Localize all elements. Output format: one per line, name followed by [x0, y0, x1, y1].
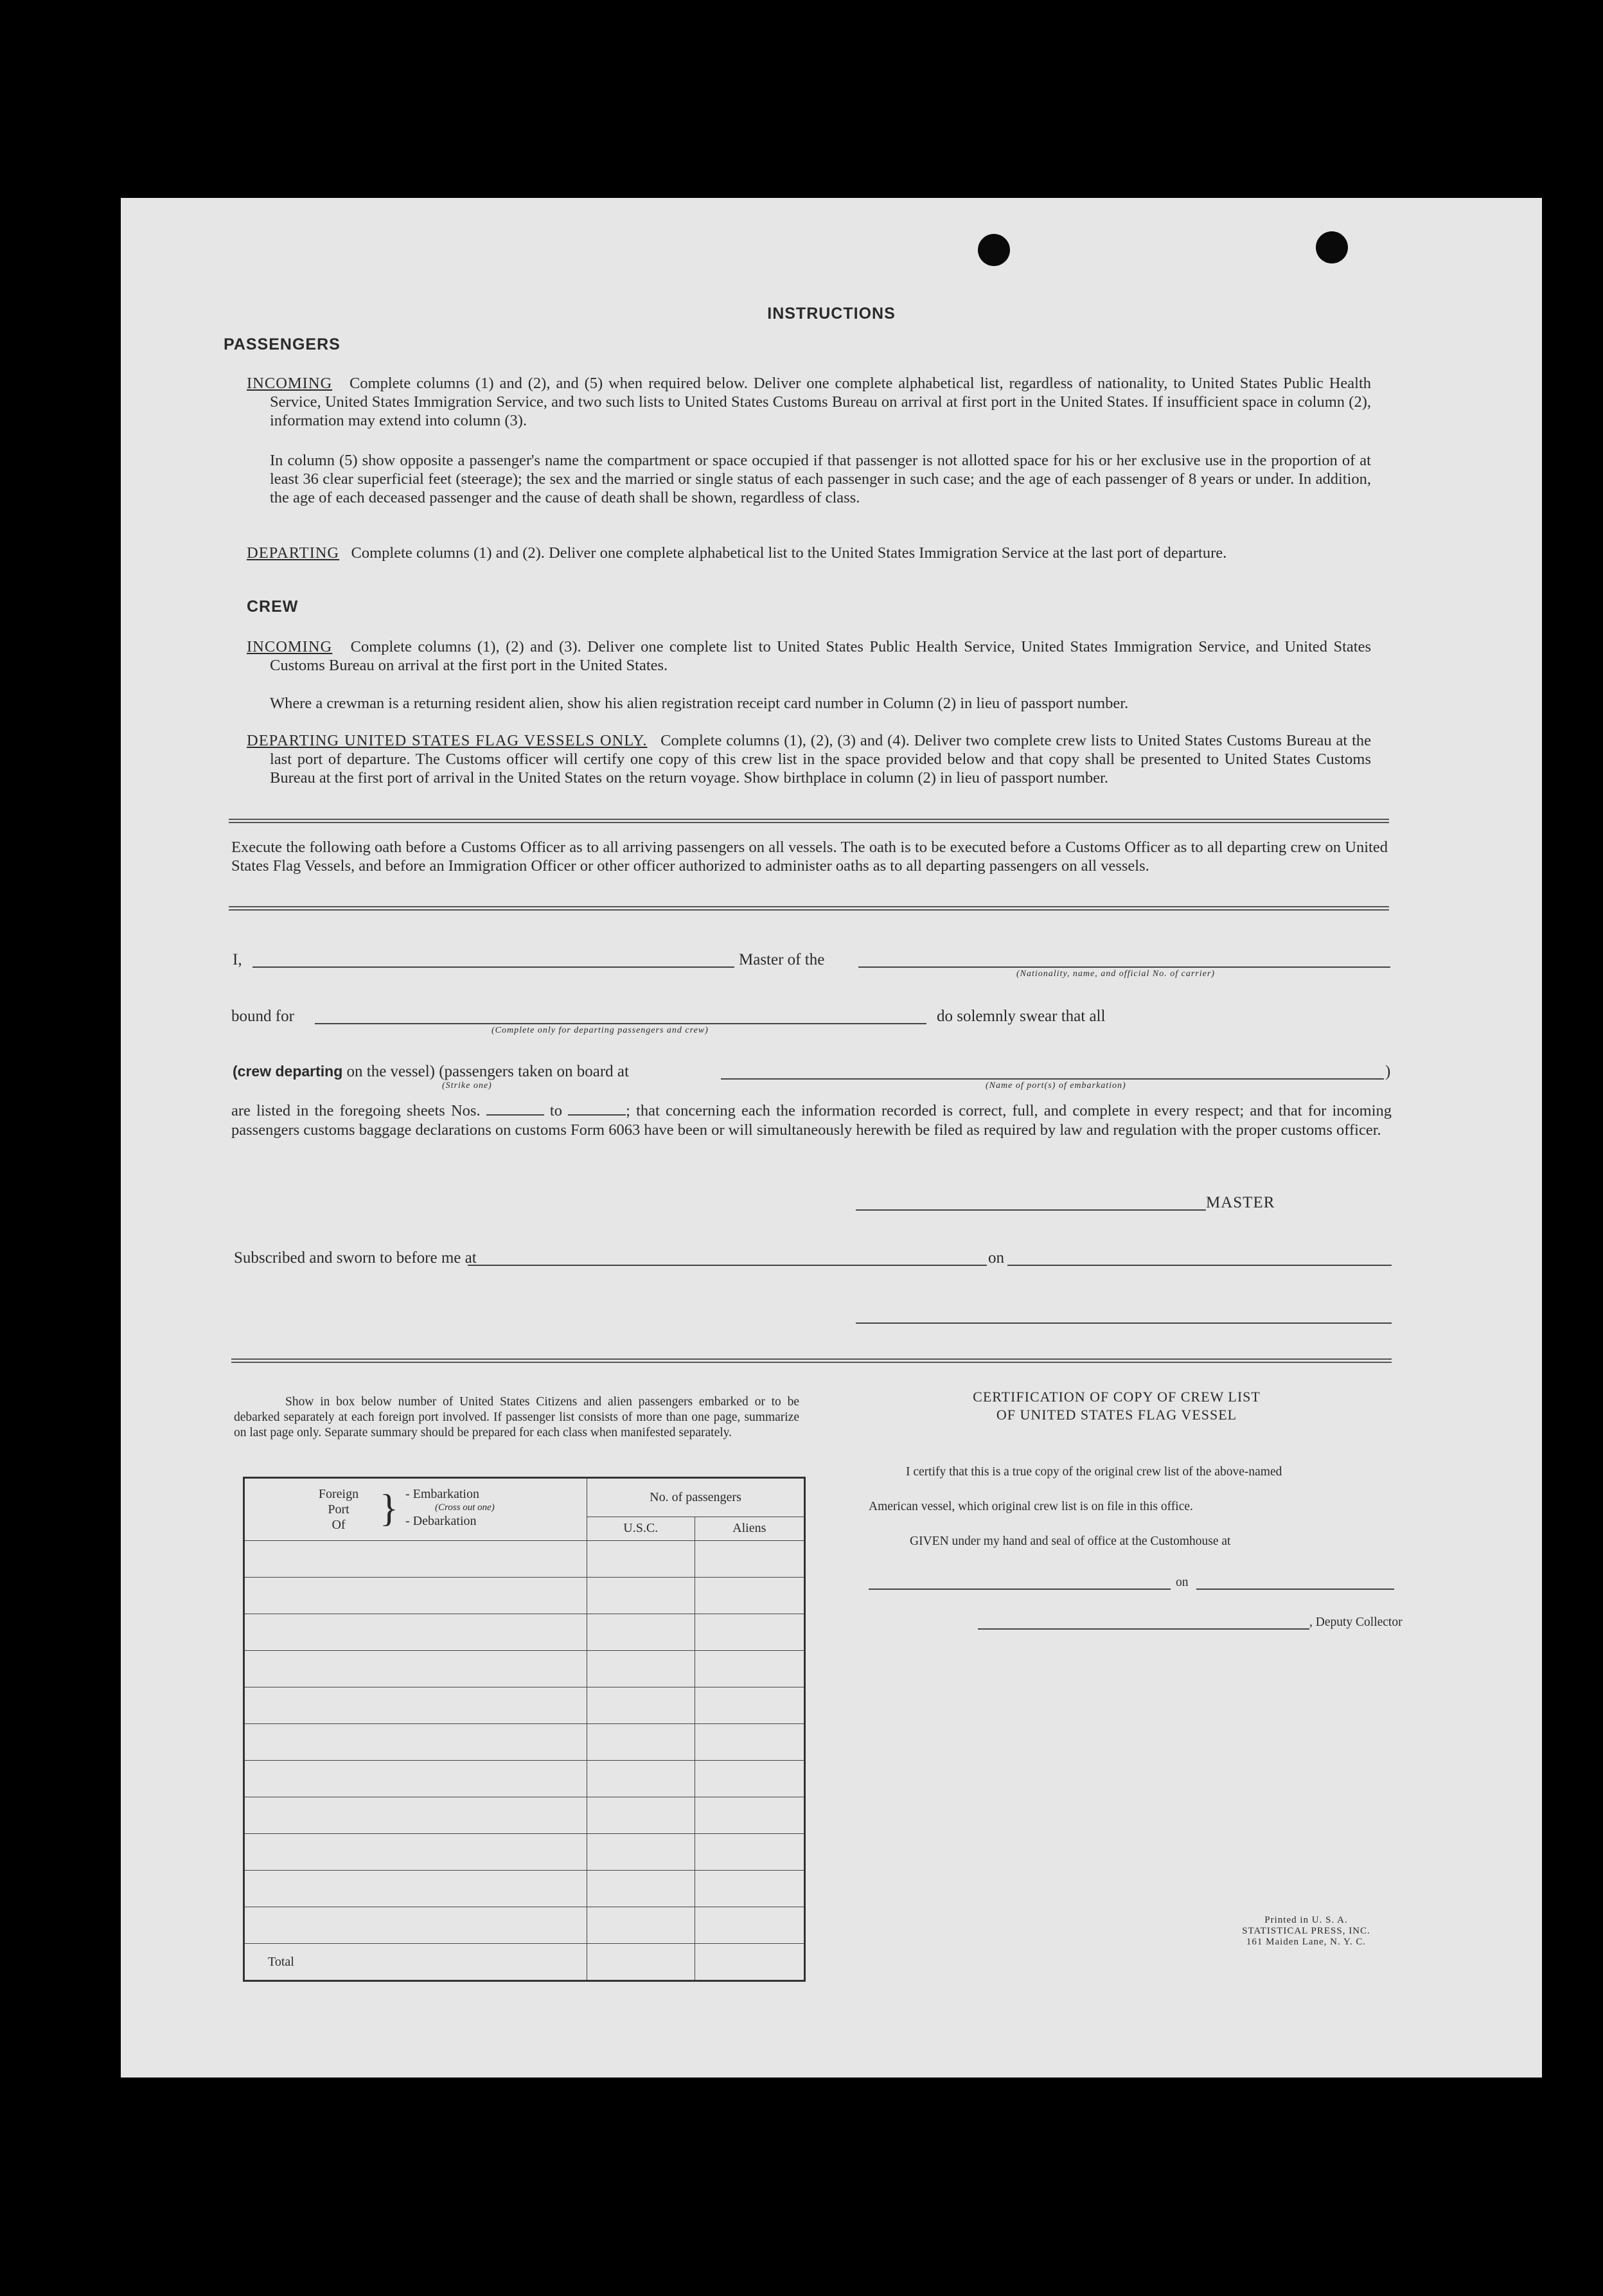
table-row [244, 1578, 805, 1614]
swear-label: do solemnly swear that all [937, 1008, 1106, 1025]
port-label: Port [328, 1502, 350, 1517]
printer-line2: STATISTICAL PRESS, INC. [1242, 1926, 1370, 1936]
usc-cell[interactable] [587, 1907, 695, 1944]
usc-cell[interactable] [587, 1761, 695, 1797]
port-cell[interactable] [244, 1797, 587, 1834]
crew-incoming-label: INCOMING [247, 638, 333, 655]
listed-to: to [549, 1102, 562, 1119]
crew-departing-text: Complete columns (1), (2), (3) and (4). Deliver two complete crew lists to United States Customs Bureau at the last port of departure. The Customs officer will certify one copy of this crew list in the space provided below and that copy shall be presented to United States Customs Bureau at the first port of arrival in the United States on the return voyage. Show birthplace in column (2) in lieu of passport number. [270, 732, 1372, 787]
carrier-field[interactable] [858, 966, 1390, 968]
port-cell[interactable] [244, 1871, 587, 1907]
aliens-cell[interactable] [695, 1724, 805, 1761]
passengers-incoming-text: Complete columns (1) and (2), and (5) when required below. Deliver one complete alphabetical list, regardless of nationality, to United States Public Health Service, United States Immigration Service, and two such lists to United States Customs Bureau on arrival at first port in the United States. If insufficient space in column (2), information may extend into column (3). [270, 375, 1372, 429]
certification-title-line1: CERTIFICATION OF COPY OF CREW LIST [973, 1389, 1261, 1405]
passengers-incoming-paragraph [247, 374, 1371, 430]
table-row [244, 1871, 805, 1907]
port-cell[interactable] [244, 1761, 587, 1797]
port-cell[interactable] [244, 1541, 587, 1578]
port-cell[interactable] [244, 1724, 587, 1761]
passengers-departing-label: DEPARTING [247, 544, 340, 562]
port-cell[interactable] [244, 1614, 587, 1651]
usc-cell[interactable] [587, 1687, 695, 1724]
usc-cell[interactable] [587, 1834, 695, 1871]
total-label: Total [244, 1944, 587, 1981]
aliens-cell[interactable] [695, 1871, 805, 1907]
embarkation-port-field[interactable] [721, 1078, 1384, 1080]
sworn-place-field[interactable] [468, 1265, 987, 1266]
table-row [244, 1541, 805, 1578]
aliens-cell[interactable] [695, 1797, 805, 1834]
table-row [244, 1724, 805, 1761]
table-row [244, 1797, 805, 1834]
crew-incoming-paragraph [247, 637, 1371, 675]
brace-icon: } [380, 1487, 398, 1529]
master-label: MASTER [1206, 1194, 1275, 1211]
passenger-summary-table [243, 1477, 806, 1982]
usc-cell[interactable] [587, 1541, 695, 1578]
cert-date-field[interactable] [1196, 1589, 1394, 1590]
aliens-cell[interactable] [695, 1834, 805, 1871]
given-line: GIVEN under my hand and seal of office at the Customhouse at [910, 1535, 1231, 1548]
subscribed-label: Subscribed and sworn to before me at [234, 1249, 477, 1267]
crew-departing-option[interactable]: (crew departing [233, 1063, 343, 1080]
passengers-heading: PASSENGERS [224, 335, 341, 353]
port-cell[interactable] [244, 1687, 587, 1724]
column5-paragraph: In column (5) show opposite a passenger's name the compartment or space occupied if that passenger is not allotted space for his or her exclusive use in the proportion of at least 36 clear superficial feet (steerage); the sex and the married or single status of each passenger in such case; and the age of each passenger of 8 years or under. In addition, the age of each deceased passenger and the cause of death shall be shown, regardless of class. [270, 452, 1371, 506]
close-paren: ) [1385, 1063, 1391, 1080]
printer-line3: 161 Maiden Lane, N. Y. C. [1246, 1937, 1367, 1947]
table-row [244, 1687, 805, 1724]
no-passengers-header: No. of passengers [587, 1478, 805, 1517]
listed-pre: are listed in the foregoing sheets Nos. [231, 1102, 481, 1119]
oath-intro: Execute the following oath before a Customs Officer as to all arriving passengers on all vessels. The oath is to be executed before a Customs Officer as to all departing crew on United States Flag Vessels, and before an Immigration Officer or other officer authorized to administer oaths as to all departing passengers on all vessels. [231, 839, 1388, 875]
certify-line1: I certify that this is a true copy of the original crew list of the above-named [906, 1465, 1282, 1479]
aliens-cell[interactable] [695, 1907, 805, 1944]
sheet-from-field[interactable] [486, 1114, 544, 1116]
aliens-cell[interactable] [695, 1578, 805, 1614]
double-rule [231, 1358, 1392, 1363]
embarkation-option[interactable]: - Embarkation [405, 1487, 479, 1501]
aliens-header: Aliens [695, 1517, 805, 1540]
cross-out-note: (Cross out one) [435, 1502, 495, 1513]
i-label: I, [233, 951, 242, 968]
table-row [244, 1651, 805, 1687]
certification-title [834, 1388, 1399, 1424]
crew-departing-paragraph [247, 731, 1371, 787]
listed-post: ; that concerning each the information recorded is correct, full, and complete in every respect; and that for incoming passengers customs baggage declarations on customs Form 6063 have been or will simultaneously herewith be filed as required by law and regulation with the proper customs officer. [231, 1102, 1392, 1139]
port-cell[interactable] [244, 1907, 587, 1944]
strike-one-note: (Strike one) [442, 1081, 492, 1090]
port-cell[interactable] [244, 1834, 587, 1871]
table-row [244, 1614, 805, 1651]
port-cell[interactable] [244, 1578, 587, 1614]
aliens-cell[interactable] [695, 1761, 805, 1797]
aliens-cell[interactable] [695, 1614, 805, 1651]
bound-note: (Complete only for departing passengers and crew) [492, 1026, 709, 1035]
total-usc-cell[interactable] [587, 1944, 695, 1981]
usc-cell[interactable] [587, 1651, 695, 1687]
of-label: Of [332, 1518, 346, 1532]
passengers-departing-paragraph [247, 544, 1371, 562]
usc-cell[interactable] [587, 1614, 695, 1651]
punch-hole [1316, 231, 1348, 263]
box-instructions: Show in box below number of United States Citizens and alien passengers embarked or to be debarked separately at each foreign port involved. If passenger list consists of more than one page, summarize on last page only. Separate summary should be prepared for each class when manifested separately. [234, 1395, 799, 1439]
crew-departing-label: DEPARTING UNITED STATES FLAG VESSELS ONLY. [247, 732, 648, 749]
oath-statement [231, 1101, 1392, 1140]
total-aliens-cell[interactable] [695, 1944, 805, 1981]
on-label: on [988, 1249, 1004, 1267]
port-cell[interactable] [244, 1651, 587, 1687]
certification-title-line2: OF UNITED STATES FLAG VESSEL [996, 1407, 1237, 1423]
passengers-departing-text: Complete columns (1) and (2). Deliver one complete alphabetical list to the United States Immigration Service at the last port of departure. [351, 544, 1227, 562]
deputy-signature-field[interactable] [978, 1628, 1309, 1630]
usc-cell[interactable] [587, 1724, 695, 1761]
aliens-cell[interactable] [695, 1687, 805, 1724]
cert-on-label: on [1176, 1576, 1189, 1589]
master-of-label: Master of the [739, 951, 825, 968]
double-rule [229, 819, 1389, 823]
table-row [244, 1834, 805, 1871]
printer-imprint [1213, 1915, 1399, 1948]
passengers-incoming-label: INCOMING [247, 375, 333, 392]
carrier-note: (Nationality, name, and official No. of carrier) [1016, 969, 1215, 979]
crew-passengers-choice [233, 1063, 629, 1081]
crew-alien-paragraph: Where a crewman is a returning resident alien, show his alien registration receipt card number in Column (2) in lieu of passport number. [270, 695, 1129, 712]
usc-cell[interactable] [587, 1797, 695, 1834]
punch-hole [978, 234, 1010, 266]
master-signature-field[interactable] [856, 1209, 1206, 1211]
printer-line1: Printed in U. S. A. [1264, 1915, 1348, 1925]
bound-for-field[interactable] [315, 1023, 926, 1024]
usc-cell[interactable] [587, 1578, 695, 1614]
table-row [244, 1761, 805, 1797]
sheet-to-field[interactable] [568, 1114, 626, 1116]
bound-for-label: bound for [231, 1008, 294, 1025]
debarkation-option[interactable]: - Debarkation [405, 1514, 477, 1528]
master-name-field[interactable] [252, 966, 734, 968]
foreign-label: Foreign [318, 1487, 359, 1501]
table-row [244, 1907, 805, 1944]
customhouse-field[interactable] [869, 1589, 1171, 1590]
aliens-cell[interactable] [695, 1651, 805, 1687]
page-title: INSTRUCTIONS [767, 305, 896, 323]
foreign-port-header [244, 1478, 587, 1541]
deputy-collector-label: , Deputy Collector [1309, 1615, 1403, 1629]
passengers-taken-option[interactable]: (passengers taken on board at [439, 1063, 629, 1080]
usc-header: U.S.C. [587, 1517, 695, 1540]
sworn-date-field[interactable] [1007, 1265, 1392, 1266]
form-page [121, 198, 1542, 2078]
double-rule [229, 906, 1389, 911]
port-note: (Name of port(s) of embarkation) [986, 1081, 1126, 1090]
usc-cell[interactable] [587, 1871, 695, 1907]
crew-incoming-text: Complete columns (1), (2) and (3). Deliver one complete list to United States Public Health Service, United States Immigration Service, and United States Customs Bureau on arrival at the first port in the United States. [270, 638, 1372, 674]
certify-line2: American vessel, which original crew list is on file in this office. [869, 1500, 1193, 1513]
crew-heading: CREW [247, 598, 299, 616]
on-vessel-label: on the vessel) [346, 1063, 435, 1080]
officer-signature-field[interactable] [856, 1322, 1392, 1324]
aliens-cell[interactable] [695, 1541, 805, 1578]
